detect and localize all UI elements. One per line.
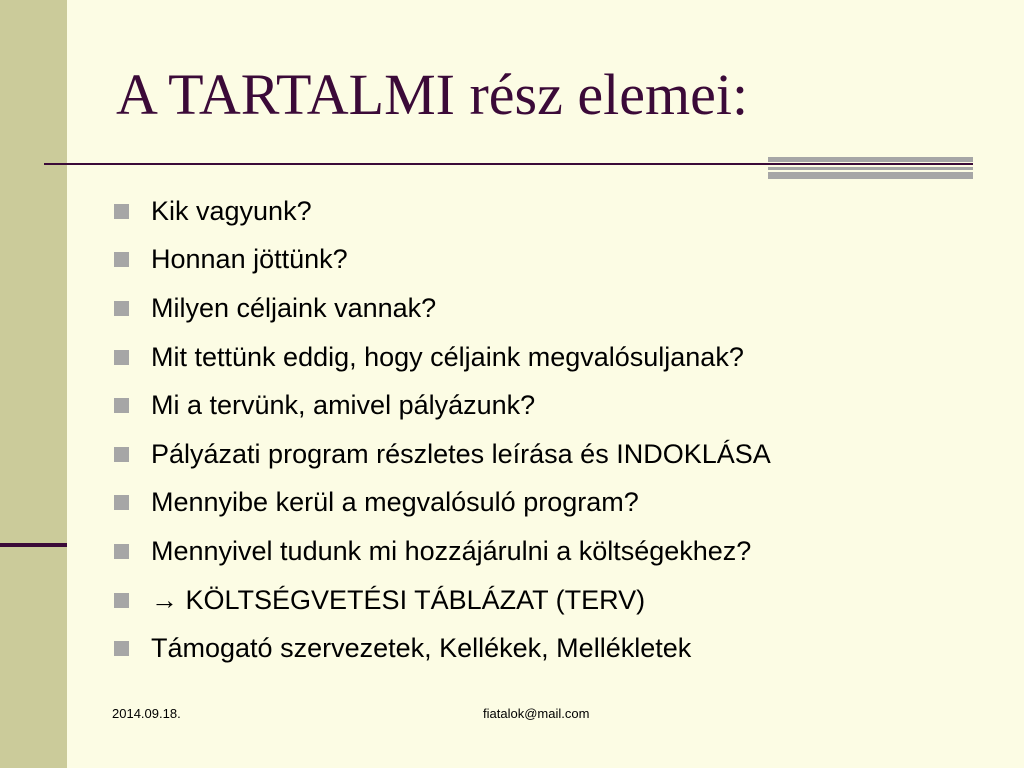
bullet-text: Pályázati program részletes leírása és INDOKLÁSA [151, 438, 771, 469]
title-underline-rule [44, 163, 774, 165]
bullet-text: Mennyibe kerül a megvalósuló program? [151, 487, 639, 518]
square-bullet-icon [114, 544, 129, 559]
bullet-item [114, 236, 771, 285]
left-decorative-band [0, 0, 67, 768]
bullet-item [114, 479, 771, 528]
square-bullet-icon [114, 204, 129, 219]
bullet-item [114, 284, 771, 333]
bullet-item [114, 333, 771, 382]
bullet-text: Mi a tervünk, amivel pályázunk? [151, 390, 536, 421]
bullet-text: Mit tettünk eddig, hogy céljaink megvalósuljanak? [151, 341, 744, 372]
square-bullet-icon [114, 350, 129, 365]
square-bullet-icon [114, 495, 129, 510]
title-rule-gray-bar [768, 172, 973, 179]
slide-title: A TARTALMI rész elemei: [116, 62, 749, 127]
footer-date: 2014.09.18. [112, 706, 181, 721]
bullet-text: Mennyivel tudunk mi hozzájárulni a költségekhez? [151, 535, 752, 566]
bullet-item [114, 381, 771, 430]
bullet-item [114, 576, 771, 625]
bullet-item [114, 527, 771, 576]
bullet-text: Támogató szervezetek, Kellékek, Mellékletek [151, 633, 692, 664]
square-bullet-icon [114, 593, 129, 608]
square-bullet-icon [114, 398, 129, 413]
title-rule-accent-bar [768, 163, 973, 165]
bullet-text: Honnan jöttünk? [151, 244, 348, 275]
bullet-item [114, 624, 771, 673]
bullet-list [114, 187, 771, 673]
bullet-item [114, 187, 771, 236]
title-rule-gray-bar [768, 167, 973, 170]
square-bullet-icon [114, 447, 129, 462]
footer-email: fiatalok@mail.com [483, 706, 590, 721]
square-bullet-icon [114, 301, 129, 316]
left-band-accent-line [0, 543, 67, 547]
square-bullet-icon [114, 252, 129, 267]
square-bullet-icon [114, 641, 129, 656]
bullet-item [114, 430, 771, 479]
bullet-text: Kik vagyunk? [151, 195, 312, 226]
title-rule-gray-bar [768, 157, 973, 162]
bullet-text: Milyen céljaink vannak? [151, 292, 437, 323]
bullet-text: → KÖLTSÉGVETÉSI TÁBLÁZAT (TERV) [151, 584, 646, 615]
